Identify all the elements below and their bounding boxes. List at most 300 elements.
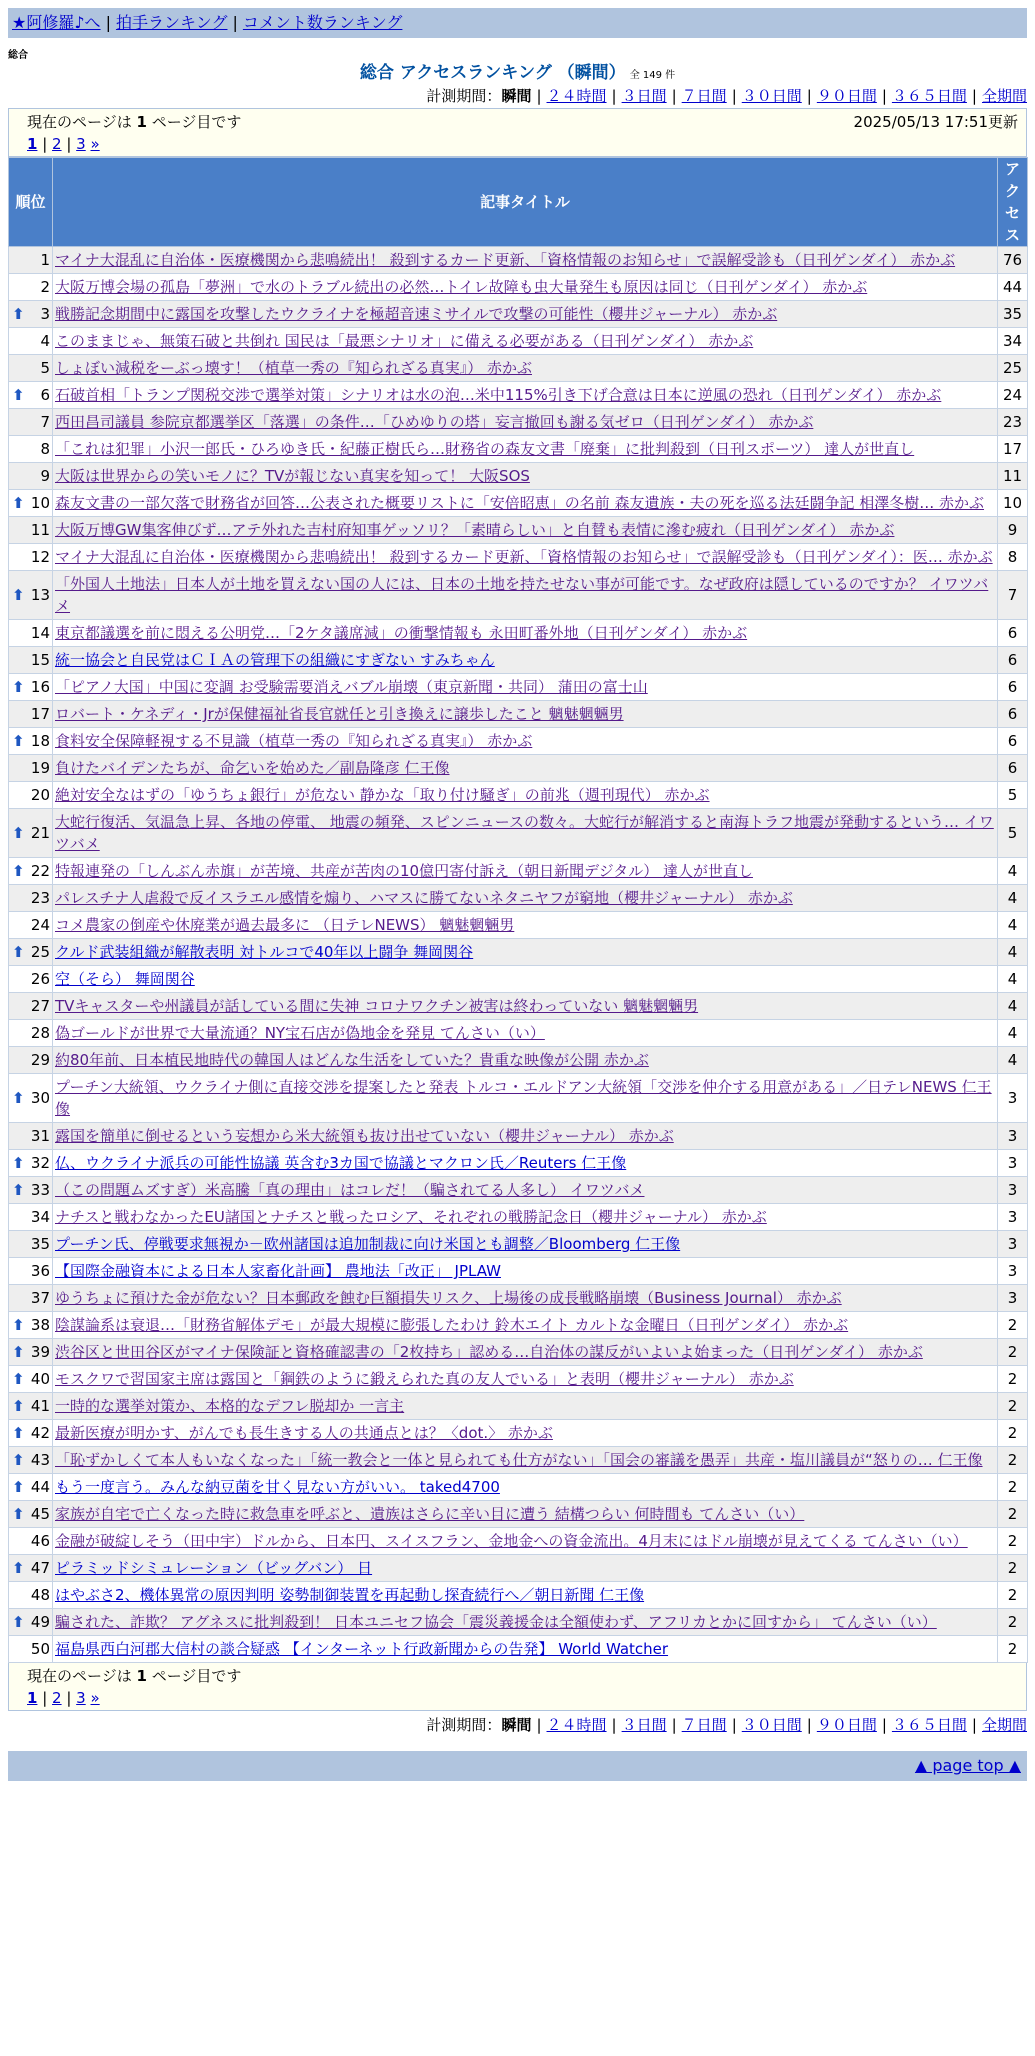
period-option: 瞬間 bbox=[501, 87, 532, 105]
article-link[interactable]: 特報連発の「しんぶん赤旗」が苦境、共産が苦肉の10億円寄付訴え（朝日新聞デジタル） 達人が世直し bbox=[55, 862, 753, 880]
title-cell bbox=[53, 674, 998, 701]
article-link[interactable]: 森友文書の一部欠落で財務省が回答…公表された概要リストに「安倍昭恵」の名前 森友遺族・夫の死を巡る法廷闘争記 相澤冬樹… 赤かぶ bbox=[55, 494, 985, 512]
table-row bbox=[9, 1447, 1028, 1474]
article-link[interactable]: このままじゃ、無策石破と共倒れ 国民は「最悪シナリオ」に備える必要がある（日刊ゲンダイ） 赤かぶ bbox=[55, 332, 754, 350]
access-count: 25 bbox=[998, 355, 1028, 382]
table-row bbox=[9, 247, 1028, 274]
table-row bbox=[9, 1312, 1028, 1339]
rank-cell bbox=[9, 1177, 53, 1204]
pager-next-link[interactable]: » bbox=[90, 1689, 100, 1707]
access-count: 2 bbox=[998, 1474, 1028, 1501]
access-count: 2 bbox=[998, 1393, 1028, 1420]
access-count: 4 bbox=[998, 885, 1028, 912]
rank-number: 42 bbox=[30, 1424, 50, 1442]
article-link[interactable]: 仏、ウクライナ派兵の可能性協議 英含む3カ国で協議とマクロン氏／Reuters 仁王像 bbox=[55, 1154, 627, 1172]
rank-cell bbox=[9, 1501, 53, 1528]
access-count: 2 bbox=[998, 1609, 1028, 1636]
period-label: 計測期間： bbox=[426, 1716, 502, 1734]
title-cell bbox=[53, 571, 998, 620]
rank-cell bbox=[9, 728, 53, 755]
article-link[interactable]: モスクワで習国家主席は露国と「鋼鉄のように鍛えられた真の友人でいる」と表明（櫻井ジャーナル） 赤かぶ bbox=[55, 1370, 794, 1388]
access-count: 4 bbox=[998, 939, 1028, 966]
rank-up-arrow-icon: ⬆ bbox=[12, 494, 25, 512]
table-row bbox=[9, 1231, 1028, 1258]
title-cell bbox=[53, 544, 998, 571]
rank-up-arrow-icon: ⬆ bbox=[12, 824, 25, 842]
access-count: 4 bbox=[998, 912, 1028, 939]
rank-number: 20 bbox=[30, 786, 50, 804]
rank-up-arrow-icon: ⬆ bbox=[12, 1316, 25, 1334]
table-row bbox=[9, 490, 1028, 517]
rank-cell bbox=[9, 755, 53, 782]
col-header-title: 記事タイトル bbox=[53, 158, 998, 247]
rank-number: 12 bbox=[30, 548, 50, 566]
period-option[interactable]: ３６５日間 bbox=[891, 87, 967, 105]
rank-cell bbox=[9, 490, 53, 517]
access-count: 2 bbox=[998, 1501, 1028, 1528]
access-count: 2 bbox=[998, 1339, 1028, 1366]
article-link[interactable]: TVキャスターや州議員が話している間に失神 コロナワクチン被害は終わっていない 魑魅魍魎男 bbox=[55, 997, 699, 1015]
title-cell bbox=[53, 247, 998, 274]
rank-number: 22 bbox=[30, 862, 50, 880]
article-link[interactable]: 大阪万博GW集客伸びず…アテ外れた吉村府知事ゲッソリ？「素晴らしい」と自賛も表情に滲む疲れ（日刊ゲンダイ） 赤かぶ bbox=[55, 521, 895, 539]
title-cell bbox=[53, 809, 998, 858]
title-cell bbox=[53, 728, 998, 755]
current-page-text: 現在のページは 1 ページ目です bbox=[27, 113, 242, 131]
article-link[interactable]: 騙された、詐欺？ アグネスに批判殺到！ 日本ユニセフ協会「震災義援金は全額使わず、アフリカとかに回すから」 てんさい（い） bbox=[55, 1613, 937, 1631]
period-selector-bottom bbox=[8, 1713, 1027, 1737]
table-row bbox=[9, 701, 1028, 728]
rank-number: 49 bbox=[30, 1613, 50, 1631]
rank-number: 31 bbox=[30, 1127, 50, 1145]
rank-number: 26 bbox=[30, 970, 50, 988]
table-row bbox=[9, 809, 1028, 858]
rank-number: 38 bbox=[30, 1316, 50, 1334]
rank-up-arrow-icon: ⬆ bbox=[12, 1343, 25, 1361]
table-row bbox=[9, 301, 1028, 328]
table-row bbox=[9, 274, 1028, 301]
period-option[interactable]: ９０日間 bbox=[816, 1716, 877, 1734]
period-option[interactable]: ３日間 bbox=[621, 87, 667, 105]
rank-cell bbox=[9, 1393, 53, 1420]
article-link[interactable]: 「外国人土地法」日本人が土地を買えない国の人には、日本の土地を持たせない事が可能です。なぜ政府は隠しているのですか？ イワツバメ bbox=[55, 575, 989, 615]
article-link[interactable]: 東京都議選を前に悶える公明党…「2ケタ議席減」の衝撃情報も 永田町番外地（日刊ゲンダイ） 赤かぶ bbox=[55, 624, 748, 642]
title-cell bbox=[53, 1528, 998, 1555]
rank-cell bbox=[9, 858, 53, 885]
rank-cell bbox=[9, 1582, 53, 1609]
period-separator: | bbox=[671, 87, 677, 105]
table-row bbox=[9, 728, 1028, 755]
table-row bbox=[9, 1020, 1028, 1047]
access-count: 2 bbox=[998, 1555, 1028, 1582]
access-count: 2 bbox=[998, 1447, 1028, 1474]
nav-link-asyura-home[interactable]: ★阿修羅♪へ bbox=[12, 13, 101, 32]
rank-number: 16 bbox=[30, 678, 50, 696]
rank-number: 14 bbox=[30, 624, 50, 642]
rank-number: 25 bbox=[30, 943, 50, 961]
rank-cell bbox=[9, 939, 53, 966]
access-count: 4 bbox=[998, 858, 1028, 885]
rank-cell bbox=[9, 1258, 53, 1285]
article-link[interactable]: （この問題ムズすぎ）米高騰「真の理由」はコレだ！（騙されてる人多し） イワツバメ bbox=[55, 1181, 645, 1199]
title-cell bbox=[53, 701, 998, 728]
rank-up-arrow-icon: ⬆ bbox=[12, 678, 25, 696]
period-option[interactable]: ３日間 bbox=[621, 1716, 667, 1734]
period-option[interactable]: ９０日間 bbox=[816, 87, 877, 105]
article-link[interactable]: 大阪は世界からの笑いモノに？TVが報じない真実を知って！ 大阪SOS bbox=[55, 467, 530, 485]
rank-cell bbox=[9, 1020, 53, 1047]
access-count: 17 bbox=[998, 436, 1028, 463]
title-cell bbox=[53, 1582, 998, 1609]
top-nav bbox=[8, 8, 1027, 38]
pager-next-link[interactable]: » bbox=[90, 135, 100, 153]
access-count: 4 bbox=[998, 1020, 1028, 1047]
period-option[interactable]: ３０日間 bbox=[741, 1716, 802, 1734]
title-cell bbox=[53, 782, 998, 809]
rank-up-arrow-icon: ⬆ bbox=[12, 305, 25, 323]
pagination-box-bottom bbox=[8, 1663, 1027, 1711]
rank-number: 36 bbox=[30, 1262, 50, 1280]
rank-number: 32 bbox=[30, 1154, 50, 1172]
period-separator: | bbox=[671, 1716, 677, 1734]
title-cell bbox=[53, 966, 998, 993]
period-separator: | bbox=[881, 1716, 887, 1734]
rank-cell bbox=[9, 966, 53, 993]
title-cell bbox=[53, 409, 998, 436]
title-cell bbox=[53, 490, 998, 517]
rank-number: 8 bbox=[40, 440, 50, 458]
pager-page-link[interactable]: 2 bbox=[52, 135, 62, 153]
article-link[interactable]: 「恥ずかしくて本人もいなくなった」「統一教会と一体と見られても仕方がない」「国会の審議を愚弄」共産・塩川議員が“怒りの… 仁王像 bbox=[55, 1451, 983, 1469]
article-link[interactable]: クルド武装組織が解散表明 対トルコで40年以上闘争 舞岡関谷 bbox=[55, 943, 474, 961]
article-link[interactable]: 一時的な選挙対策か、本格的なデフレ脱却か 一言主 bbox=[55, 1397, 405, 1415]
rank-cell bbox=[9, 674, 53, 701]
period-option[interactable]: 全期間 bbox=[981, 1716, 1027, 1734]
article-link[interactable]: 戦勝記念期間中に露国を攻撃したウクライナを極超音速ミサイルで攻撃の可能性（櫻井ジャーナル） 赤かぶ bbox=[55, 305, 778, 323]
rank-number: 41 bbox=[30, 1397, 50, 1415]
updated-time: 2025/05/13 17:51更新 bbox=[853, 113, 1018, 131]
period-separator: | bbox=[611, 87, 617, 105]
title-cell bbox=[53, 1285, 998, 1312]
title-cell bbox=[53, 301, 998, 328]
article-link[interactable]: 空（そら） 舞岡関谷 bbox=[55, 970, 195, 988]
title-cell bbox=[53, 517, 998, 544]
rank-cell bbox=[9, 912, 53, 939]
category-label: 総合 bbox=[8, 50, 28, 61]
col-header-access: アクセス bbox=[998, 158, 1028, 247]
access-count: 2 bbox=[998, 1528, 1028, 1555]
page-top-link[interactable]: ▲ page top ▲ bbox=[914, 1756, 1021, 1775]
rank-cell bbox=[9, 1366, 53, 1393]
page-title bbox=[8, 62, 1027, 84]
access-count: 35 bbox=[998, 301, 1028, 328]
access-count: 6 bbox=[998, 647, 1028, 674]
rank-cell bbox=[9, 409, 53, 436]
table-row bbox=[9, 1609, 1028, 1636]
access-count: 3 bbox=[998, 1123, 1028, 1150]
table-row bbox=[9, 885, 1028, 912]
rank-cell bbox=[9, 517, 53, 544]
article-link[interactable]: コメ農家の倒産や休廃業が過去最多に （日テレNEWS） 魑魅魍魎男 bbox=[55, 916, 515, 934]
rank-up-arrow-icon: ⬆ bbox=[12, 386, 25, 404]
article-link[interactable]: 家族が自宅で亡くなった時に救急車を呼ぶと、遺族はさらに辛い目に遭う 結構つらい 何時間も てんさい（い） bbox=[55, 1505, 805, 1523]
period-option[interactable]: 全期間 bbox=[981, 87, 1027, 105]
rank-number: 10 bbox=[30, 494, 50, 512]
rank-up-arrow-icon: ⬆ bbox=[12, 1397, 25, 1415]
pager-page-link[interactable]: 1 bbox=[27, 1689, 38, 1707]
article-link[interactable]: プーチン大統領、ウクライナ側に直接交渉を提案したと発表 トルコ・エルドアン大統領「交渉を仲介する用意がある」／日テレNEWS 仁王像 bbox=[55, 1078, 992, 1118]
pager-page-link[interactable]: 1 bbox=[27, 135, 38, 153]
article-link[interactable]: 絶対安全なはずの「ゆうちょ銀行」が危ない 静かな「取り付け騒ぎ」の前兆（週刊現代） 赤かぶ bbox=[55, 786, 710, 804]
access-count: 4 bbox=[998, 1047, 1028, 1074]
article-link[interactable]: 【国際金融資本による日本人家畜化計画】 農地法「改正」 JPLAW bbox=[55, 1262, 501, 1280]
rank-cell bbox=[9, 328, 53, 355]
article-link[interactable]: 陰謀論系は衰退…「財務省解体デモ」が最大規模に膨張したわけ 鈴木エイト カルトな金曜日（日刊ゲンダイ） 赤かぶ bbox=[55, 1316, 849, 1334]
rank-number: 5 bbox=[40, 359, 50, 377]
rank-cell bbox=[9, 1123, 53, 1150]
nav-link-clap-ranking[interactable]: 拍手ランキング bbox=[115, 13, 228, 32]
table-row bbox=[9, 1528, 1028, 1555]
table-row bbox=[9, 1258, 1028, 1285]
rank-cell bbox=[9, 993, 53, 1020]
article-link[interactable]: ナチスと戦わなかったEU諸国とナチスと戦ったロシア、それぞれの戦勝記念日（櫻井ジャーナル） 赤かぶ bbox=[55, 1208, 767, 1226]
article-link[interactable]: ロバート・ケネディ・Jrが保健福祉省長官就任と引き換えに譲歩したこと 魑魅魍魎男 bbox=[55, 705, 624, 723]
pager-page-link[interactable]: 2 bbox=[52, 1689, 62, 1707]
table-row bbox=[9, 409, 1028, 436]
article-link[interactable]: プーチン氏、停戦要求無視か－欧州諸国は追加制裁に向け米国とも調整／Bloomberg 仁王像 bbox=[55, 1235, 681, 1253]
rank-up-arrow-icon: ⬆ bbox=[12, 1613, 25, 1631]
table-row bbox=[9, 1501, 1028, 1528]
col-header-rank: 順位 bbox=[9, 158, 53, 247]
rank-number: 28 bbox=[30, 1024, 50, 1042]
table-row bbox=[9, 1366, 1028, 1393]
access-count: 6 bbox=[998, 674, 1028, 701]
title-cell bbox=[53, 1420, 998, 1447]
nav-link-comment-ranking[interactable]: コメント数ランキング bbox=[242, 13, 403, 32]
period-option[interactable]: ７日間 bbox=[681, 1716, 727, 1734]
rank-up-arrow-icon: ⬆ bbox=[12, 1505, 25, 1523]
ranking-table bbox=[8, 157, 1028, 1663]
access-count: 6 bbox=[998, 728, 1028, 755]
access-count: 2 bbox=[998, 1420, 1028, 1447]
access-count: 23 bbox=[998, 409, 1028, 436]
table-row bbox=[9, 382, 1028, 409]
rank-cell bbox=[9, 544, 53, 571]
rank-cell bbox=[9, 1150, 53, 1177]
article-link[interactable]: 渋谷区と世田谷区がマイナ保険証と資格確認書の「2枚持ち」認める…自治体の謀反がいよいよ始まった（日刊ゲンダイ） 赤かぶ bbox=[55, 1343, 923, 1361]
article-link[interactable]: 最新医療が明かす、がんでも長生きする人の共通点とは？〈dot.〉 赤かぶ bbox=[55, 1424, 553, 1442]
article-link[interactable]: しょぼい減税をーぶっ壊す！（植草一秀の『知られざる真実』） 赤かぶ bbox=[55, 359, 532, 377]
table-row bbox=[9, 1204, 1028, 1231]
rank-cell bbox=[9, 701, 53, 728]
article-link[interactable]: はやぶさ2、機体異常の原因判明 姿勢制御装置を再起動し探査続行へ／朝日新聞 仁王像 bbox=[55, 1586, 645, 1604]
rank-cell bbox=[9, 436, 53, 463]
rank-cell bbox=[9, 620, 53, 647]
access-count: 3 bbox=[998, 1285, 1028, 1312]
rank-cell bbox=[9, 1609, 53, 1636]
current-page-text: 現在のページは 1 ページ目です bbox=[27, 1667, 242, 1685]
title-cell bbox=[53, 1474, 998, 1501]
article-link[interactable]: もう一度言う。みんな納豆菌を甘く見ない方がいい。 taked4700 bbox=[55, 1478, 500, 1496]
title-cell bbox=[53, 1636, 998, 1663]
rank-cell bbox=[9, 1528, 53, 1555]
period-option[interactable]: ７日間 bbox=[681, 87, 727, 105]
pager-separator: | bbox=[61, 1689, 77, 1707]
title-cell bbox=[53, 1258, 998, 1285]
rank-up-arrow-icon: ⬆ bbox=[12, 1559, 25, 1577]
rank-up-arrow-icon: ⬆ bbox=[12, 1370, 25, 1388]
table-row bbox=[9, 1339, 1028, 1366]
period-separator: | bbox=[731, 1716, 737, 1734]
access-count: 3 bbox=[998, 1204, 1028, 1231]
table-row bbox=[9, 1177, 1028, 1204]
article-link[interactable]: 西田昌司議員 参院京都選挙区「落選」の条件…「ひめゆりの塔」妄言撤回も謝る気ゼロ（日刊ゲンダイ） 赤かぶ bbox=[55, 413, 814, 431]
access-count: 4 bbox=[998, 993, 1028, 1020]
access-count: 10 bbox=[998, 490, 1028, 517]
access-count: 34 bbox=[998, 328, 1028, 355]
table-row bbox=[9, 1123, 1028, 1150]
title-cell bbox=[53, 1501, 998, 1528]
article-link[interactable]: マイナ大混乱に自治体・医療機関から悲鳴続出！ 殺到するカード更新、「資格情報のお知らせ」で誤解受診も（日刊ゲンダイ） 赤かぶ bbox=[55, 251, 956, 269]
access-count: 3 bbox=[998, 1074, 1028, 1123]
pager-page-link[interactable]: 3 bbox=[76, 135, 86, 153]
period-option[interactable]: ２４時間 bbox=[546, 87, 607, 105]
rank-number: 17 bbox=[30, 705, 50, 723]
table-row bbox=[9, 1582, 1028, 1609]
rank-up-arrow-icon: ⬆ bbox=[12, 1154, 25, 1172]
rank-cell bbox=[9, 1285, 53, 1312]
article-link[interactable]: 露国を簡単に倒せるという妄想から米大統領も抜け出せていない（櫻井ジャーナル） 赤かぶ bbox=[55, 1127, 674, 1145]
pager-page-link[interactable]: 3 bbox=[76, 1689, 86, 1707]
table-row bbox=[9, 1636, 1028, 1663]
rank-cell bbox=[9, 1339, 53, 1366]
title-cell bbox=[53, 382, 998, 409]
rank-up-arrow-icon: ⬆ bbox=[12, 1478, 25, 1496]
table-row bbox=[9, 1474, 1028, 1501]
article-link[interactable]: 負けたバイデンたちが、命乞いを始めた／副島隆彦 仁王像 bbox=[55, 759, 450, 777]
rank-up-arrow-icon: ⬆ bbox=[12, 1424, 25, 1442]
table-row bbox=[9, 674, 1028, 701]
pager bbox=[27, 1686, 1018, 1710]
rank-up-arrow-icon: ⬆ bbox=[12, 732, 25, 750]
title-cell bbox=[53, 858, 998, 885]
table-row bbox=[9, 355, 1028, 382]
period-option[interactable]: ３０日間 bbox=[741, 87, 802, 105]
title-cell bbox=[53, 463, 998, 490]
rank-up-arrow-icon: ⬆ bbox=[12, 1181, 25, 1199]
title-cell bbox=[53, 1393, 998, 1420]
table-row bbox=[9, 1393, 1028, 1420]
table-row bbox=[9, 620, 1028, 647]
rank-number: 21 bbox=[30, 824, 50, 842]
access-count: 7 bbox=[998, 571, 1028, 620]
rank-number: 46 bbox=[30, 1532, 50, 1550]
article-link[interactable]: マイナ大混乱に自治体・医療機関から悲鳴続出！ 殺到するカード更新、「資格情報のお知らせ」で誤解受診も（日刊ゲンダイ）：医… 赤かぶ bbox=[55, 548, 993, 566]
rank-number: 44 bbox=[30, 1478, 50, 1496]
title-cell bbox=[53, 355, 998, 382]
title-cell bbox=[53, 993, 998, 1020]
title-cell bbox=[53, 1020, 998, 1047]
table-row bbox=[9, 517, 1028, 544]
article-link[interactable]: パレスチナ人虐殺で反イスラエル感情を煽り、ハマスに勝てないネタニヤフが窮地（櫻井ジャーナル） 赤かぶ bbox=[55, 889, 793, 907]
table-row bbox=[9, 1150, 1028, 1177]
table-row bbox=[9, 571, 1028, 620]
article-link[interactable]: 「これは犯罪」小沢一郎氏・ひろゆき氏・紀藤正樹氏ら…財務省の森友文書「廃棄」に批判殺到（日刊スポーツ） 達人が世直し bbox=[55, 440, 915, 458]
table-row bbox=[9, 544, 1028, 571]
access-count: 2 bbox=[998, 1636, 1028, 1663]
period-separator: | bbox=[536, 87, 542, 105]
table-row bbox=[9, 1047, 1028, 1074]
rank-cell bbox=[9, 1231, 53, 1258]
pager bbox=[27, 132, 1018, 156]
title-cell bbox=[53, 1123, 998, 1150]
rank-number: 19 bbox=[30, 759, 50, 777]
access-count: 11 bbox=[998, 463, 1028, 490]
ranking-title: 総合 アクセスランキング （瞬間） bbox=[359, 63, 626, 83]
article-link[interactable]: 石破首相「トランプ関税交渉で選挙対策」シナリオは水の泡…米中115%引き下げ合意は日本に逆風の恐れ（日刊ゲンダイ） 赤かぶ bbox=[55, 386, 942, 404]
article-link[interactable]: 金融が破綻しそう（田中宇）ドルから、日本円、スイスフラン、金地金への資金流出。4月末にはドル崩壊が見えてくる てんさい（い） bbox=[55, 1532, 968, 1550]
article-link[interactable]: 統一協会と自民党はＣＩＡの管理下の組織にすぎない すみちゃん bbox=[55, 651, 495, 669]
access-count: 24 bbox=[998, 382, 1028, 409]
period-option[interactable]: ３６５日間 bbox=[891, 1716, 967, 1734]
rank-cell bbox=[9, 463, 53, 490]
rank-number: 48 bbox=[30, 1586, 50, 1604]
title-cell bbox=[53, 1366, 998, 1393]
access-count: 2 bbox=[998, 1312, 1028, 1339]
article-link[interactable]: 食料安全保障軽視する不見識（植草一秀の『知られざる真実』） 赤かぶ bbox=[55, 732, 533, 750]
rank-number: 35 bbox=[30, 1235, 50, 1253]
access-count: 8 bbox=[998, 544, 1028, 571]
title-cell bbox=[53, 1204, 998, 1231]
title-cell bbox=[53, 647, 998, 674]
access-count: 2 bbox=[998, 1366, 1028, 1393]
title-cell bbox=[53, 1339, 998, 1366]
rank-number: 27 bbox=[30, 997, 50, 1015]
rank-number: 30 bbox=[30, 1089, 50, 1107]
article-link[interactable]: 「ピアノ大国」中国に変調 お受験需要消えバブル崩壊（東京新聞・共同） 蒲田の富士山 bbox=[55, 678, 648, 696]
article-link[interactable]: ピラミッドシミュレーション（ビッグバン） 日 bbox=[55, 1559, 373, 1577]
table-row bbox=[9, 858, 1028, 885]
rank-cell bbox=[9, 1204, 53, 1231]
article-link[interactable]: 大蛇行復活、気温急上昇、各地の停電、 地震の頻発、スピンニュースの数々。大蛇行が解消すると南海トラフ地震が発動するという… イワツバメ bbox=[55, 813, 994, 853]
title-cell bbox=[53, 1609, 998, 1636]
period-separator: | bbox=[971, 87, 977, 105]
table-row bbox=[9, 912, 1028, 939]
table-row bbox=[9, 463, 1028, 490]
article-link[interactable]: 約80年前、日本植民地時代の韓国人はどんな生活をしていた？貴重な映像が公開 赤かぶ bbox=[55, 1051, 649, 1069]
rank-number: 29 bbox=[30, 1051, 50, 1069]
article-link[interactable]: ゆうちょに預けた金が危ない？日本郵政を蝕む巨額損失リスク、上場後の成長戦略崩壊（Business Journal） 赤かぶ bbox=[55, 1289, 842, 1307]
rank-cell bbox=[9, 1312, 53, 1339]
access-count: 3 bbox=[998, 1150, 1028, 1177]
article-link[interactable]: 福島県西白河郡大信村の談合疑惑 【インターネット行政新聞からの告発】 World Watcher bbox=[55, 1640, 669, 1658]
pagination-box-top bbox=[8, 108, 1027, 157]
rank-cell bbox=[9, 1555, 53, 1582]
rank-cell bbox=[9, 1636, 53, 1663]
rank-number: 13 bbox=[30, 586, 50, 604]
table-row bbox=[9, 647, 1028, 674]
title-cell bbox=[53, 1555, 998, 1582]
article-link[interactable]: 大阪万博会場の孤島「夢洲」で水のトラブル続出の必然…トイレ故障も虫大量発生も原因は同じ（日刊ゲンダイ） 赤かぶ bbox=[55, 278, 868, 296]
table-row bbox=[9, 966, 1028, 993]
title-cell bbox=[53, 939, 998, 966]
pager-separator: | bbox=[37, 1689, 53, 1707]
period-separator: | bbox=[881, 87, 887, 105]
article-link[interactable]: 偽ゴールドが世界で大量流通？NY宝石店が偽地金を発見 てんさい（い） bbox=[55, 1024, 545, 1042]
period-option[interactable]: ２４時間 bbox=[546, 1716, 607, 1734]
rank-number: 15 bbox=[30, 651, 50, 669]
rank-number: 24 bbox=[30, 916, 50, 934]
